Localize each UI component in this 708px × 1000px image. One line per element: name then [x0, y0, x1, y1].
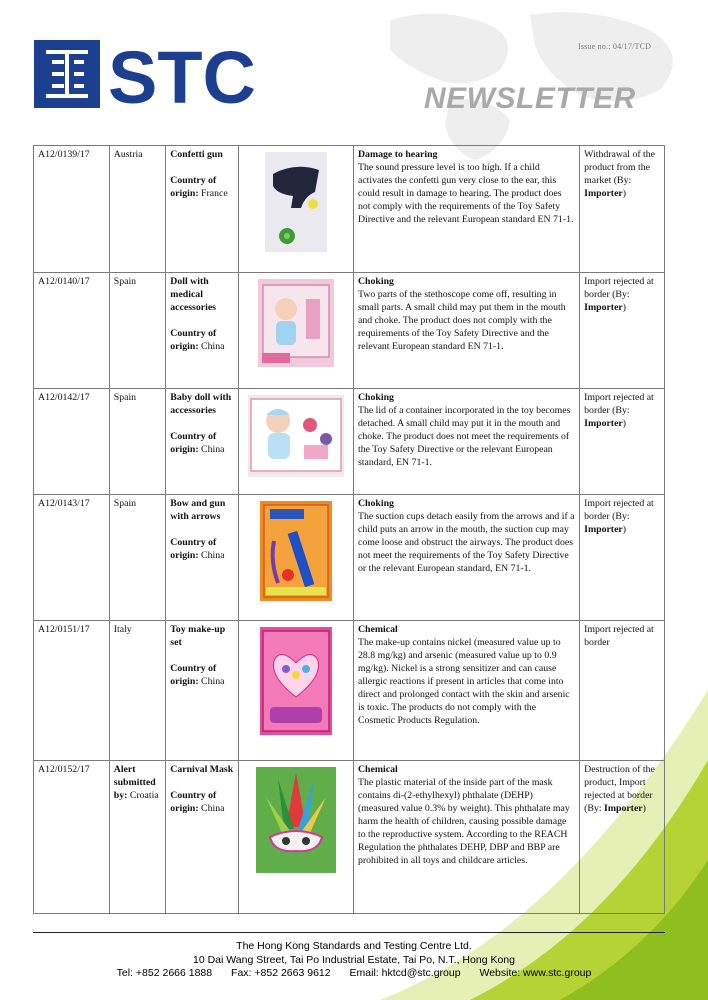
- risk-description: The lid of a container incorporated in the toy becomes detached. A small child may put it in the mouth and choke. The product does not meet the requirements of the Toy Safety Directive or the relevant European standard, EN 71-1.: [357, 405, 571, 468]
- product-cell: [166, 273, 238, 389]
- reference-cell: A12/0140/17: [34, 273, 110, 389]
- risk-type: Chemical: [357, 624, 398, 635]
- alerts-table: [33, 145, 665, 914]
- doll-medical-image: [258, 279, 334, 367]
- product-cell: [166, 146, 238, 273]
- risk-description: The make-up contains nickel (measured value up to 28.8 mg/kg) and arsenic (measured value up to 0.9 mg/kg). Nickel is a strong sensitizer and can cause allergic reactions if present in articles that come into direct and prolonged contact with the skin and arsenic is toxic. The products do not comply with the Cosmetic Products Regulation.: [357, 637, 570, 726]
- measure-by: Importer: [604, 803, 643, 814]
- product-cell: [166, 761, 238, 914]
- confetti-gun-image: [265, 152, 327, 252]
- risk-type: Damage to hearing: [357, 149, 438, 160]
- measure-by: Importer: [584, 418, 623, 429]
- origin-country: China: [201, 803, 225, 814]
- product-cell: [166, 495, 238, 621]
- product-cell: [166, 389, 238, 495]
- risk-type: Choking: [357, 498, 394, 509]
- notifying-country-by: Croatia: [129, 790, 159, 801]
- origin-label: Country of origin:: [170, 790, 217, 814]
- reference-cell: A12/0142/17: [34, 389, 110, 495]
- table-row: [34, 146, 665, 273]
- notifying-country-cell: [109, 273, 166, 389]
- risk-cell: [353, 761, 579, 914]
- footer-tel: Tel: +852 2666 1888: [116, 967, 213, 979]
- footer-company: The Hong Kong Standards and Testing Centre Ltd.: [236, 940, 472, 952]
- notifying-country: Spain: [113, 276, 137, 287]
- risk-description: The suction cups detach easily from the arrows and if a child puts an arrow in the mouth, the suction cup may come loose and obstruct the airways. The product does not meet the requirements of the Toy Safety Directive or the relevant European standard, EN 71-1.: [357, 511, 575, 574]
- newsletter-title: NEWSLETTER: [424, 82, 636, 115]
- measures-cell: [580, 389, 665, 495]
- product-name: Doll with medical accessories: [170, 276, 216, 313]
- origin-label: Country of origin:: [170, 175, 217, 199]
- risk-type: Chemical: [357, 764, 398, 775]
- table-row: [34, 273, 665, 389]
- measure-text: Withdrawal of the product from the market (By:: [584, 149, 656, 186]
- product-image-cell: [238, 146, 353, 273]
- table-row: [34, 495, 665, 621]
- measure-by: Importer: [584, 302, 623, 313]
- product-image-cell: [238, 273, 353, 389]
- reference-cell: A12/0152/17: [34, 761, 110, 914]
- product-name: Confetti gun: [170, 149, 223, 160]
- measures-cell: [580, 273, 665, 389]
- issue-number: Issue no.: 04/17/TCD: [578, 42, 652, 51]
- product-image-cell: [238, 389, 353, 495]
- notifying-country: Austria: [113, 149, 143, 160]
- footer: [0, 940, 708, 981]
- origin-country: China: [201, 676, 225, 687]
- product-name: Bow and gun with arrows: [170, 498, 226, 522]
- origin-label: Country of origin:: [170, 537, 217, 561]
- measure-by: Importer: [584, 188, 623, 199]
- risk-cell: [353, 621, 579, 761]
- table-row: [34, 389, 665, 495]
- logo-text: STC: [108, 40, 256, 110]
- notifying-country-cell: [109, 389, 166, 495]
- notifying-country-cell: [109, 495, 166, 621]
- risk-type: Choking: [357, 392, 394, 403]
- product-image-cell: [238, 495, 353, 621]
- measure-end: ): [642, 803, 646, 814]
- footer-divider: [33, 932, 665, 933]
- origin-country: China: [201, 341, 225, 352]
- measure-end: ): [622, 418, 627, 429]
- measures-cell: [580, 761, 665, 914]
- baby-doll-image: [248, 395, 344, 477]
- risk-type: Choking: [357, 276, 394, 287]
- reference-cell: A12/0151/17: [34, 621, 110, 761]
- measure-text: Import rejected at border (By:: [584, 276, 654, 300]
- notifying-country-cell: [109, 621, 166, 761]
- measures-cell: [580, 621, 665, 761]
- notifying-country: Spain: [113, 498, 137, 509]
- risk-cell: [353, 389, 579, 495]
- footer-website[interactable]: Website: www.stc.group: [479, 967, 592, 979]
- reference-cell: A12/0139/17: [34, 146, 110, 273]
- measure-end: ): [622, 188, 627, 199]
- measure-text: Import rejected at border (By:: [584, 498, 654, 522]
- measures-cell: [580, 495, 665, 621]
- stc-logo: [34, 40, 294, 110]
- measure-text: Import rejected at border: [584, 624, 654, 648]
- origin-label: Country of origin:: [170, 328, 217, 352]
- footer-address: 10 Dai Wang Street, Tai Po Industrial Estate, Tai Po, N.T., Hong Kong: [193, 953, 515, 966]
- risk-description: Two parts of the stethoscope come off, resulting in small parts. A small child may put them in the mouth and choke. The product does not comply with the requirements of the Toy Safety Directive and the relevant European standard EN 71-1.: [357, 289, 566, 352]
- risk-cell: [353, 495, 579, 621]
- measures-cell: [580, 146, 665, 273]
- measure-end: ): [622, 302, 627, 313]
- origin-country: France: [201, 188, 228, 199]
- reference-cell: A12/0143/17: [34, 495, 110, 621]
- notifying-country-cell: [109, 146, 166, 273]
- table-row: [34, 761, 665, 914]
- carnival-mask-image: [256, 767, 336, 873]
- measure-by: Importer: [584, 524, 623, 535]
- notifying-country-cell: Alert submitted by: Croatia: [109, 761, 166, 914]
- product-name: Carnival Mask: [170, 764, 234, 775]
- measure-text: Import rejected at border (By:: [584, 392, 654, 416]
- product-name: Toy make-up set: [170, 624, 226, 648]
- bow-and-gun-image: [260, 501, 332, 601]
- table-row: [34, 621, 665, 761]
- risk-cell: [353, 146, 579, 273]
- origin-country: China: [201, 550, 225, 561]
- toy-make-up-image: [260, 627, 332, 735]
- measure-end: ): [622, 524, 627, 535]
- measure-text: Destruction of the product, Import rejected at border (By:: [584, 764, 655, 814]
- notifying-country: Italy: [113, 624, 132, 635]
- product-name: Baby doll with accessories: [170, 392, 232, 416]
- notifying-country: Alert submitted: [113, 764, 156, 788]
- origin-country: China: [201, 444, 225, 455]
- product-cell: [166, 621, 238, 761]
- footer-email[interactable]: Email: hktcd@stc.group: [349, 967, 461, 979]
- risk-description: The plastic material of the inside part of the mask contains di-(2-ethylhexyl) phthalate (DEHP) (measured value 0.3% by weight). This phthalate may harm the health of children, causing possible damage to the reproductive system. According to the REACH Regulation the phthalates DEHP, DBP and BBP are prohibited in all toys and childcare articles.: [357, 777, 570, 866]
- footer-fax: Fax: +852 2663 9612: [231, 967, 331, 979]
- risk-cell: [353, 273, 579, 389]
- origin-label: Country of origin:: [170, 431, 217, 455]
- risk-description: The sound pressure level is too high. If a child activates the confetti gun very close to the ear, this could result in damage to hearing. The product does not comply with the requirements of the Toy Safety Directive and the relevant European standard EN 71-1.: [357, 162, 574, 225]
- origin-label: Country of origin:: [170, 663, 217, 687]
- notifying-country: Spain: [113, 392, 137, 403]
- product-image-cell: [238, 621, 353, 761]
- product-image-cell: [238, 761, 353, 914]
